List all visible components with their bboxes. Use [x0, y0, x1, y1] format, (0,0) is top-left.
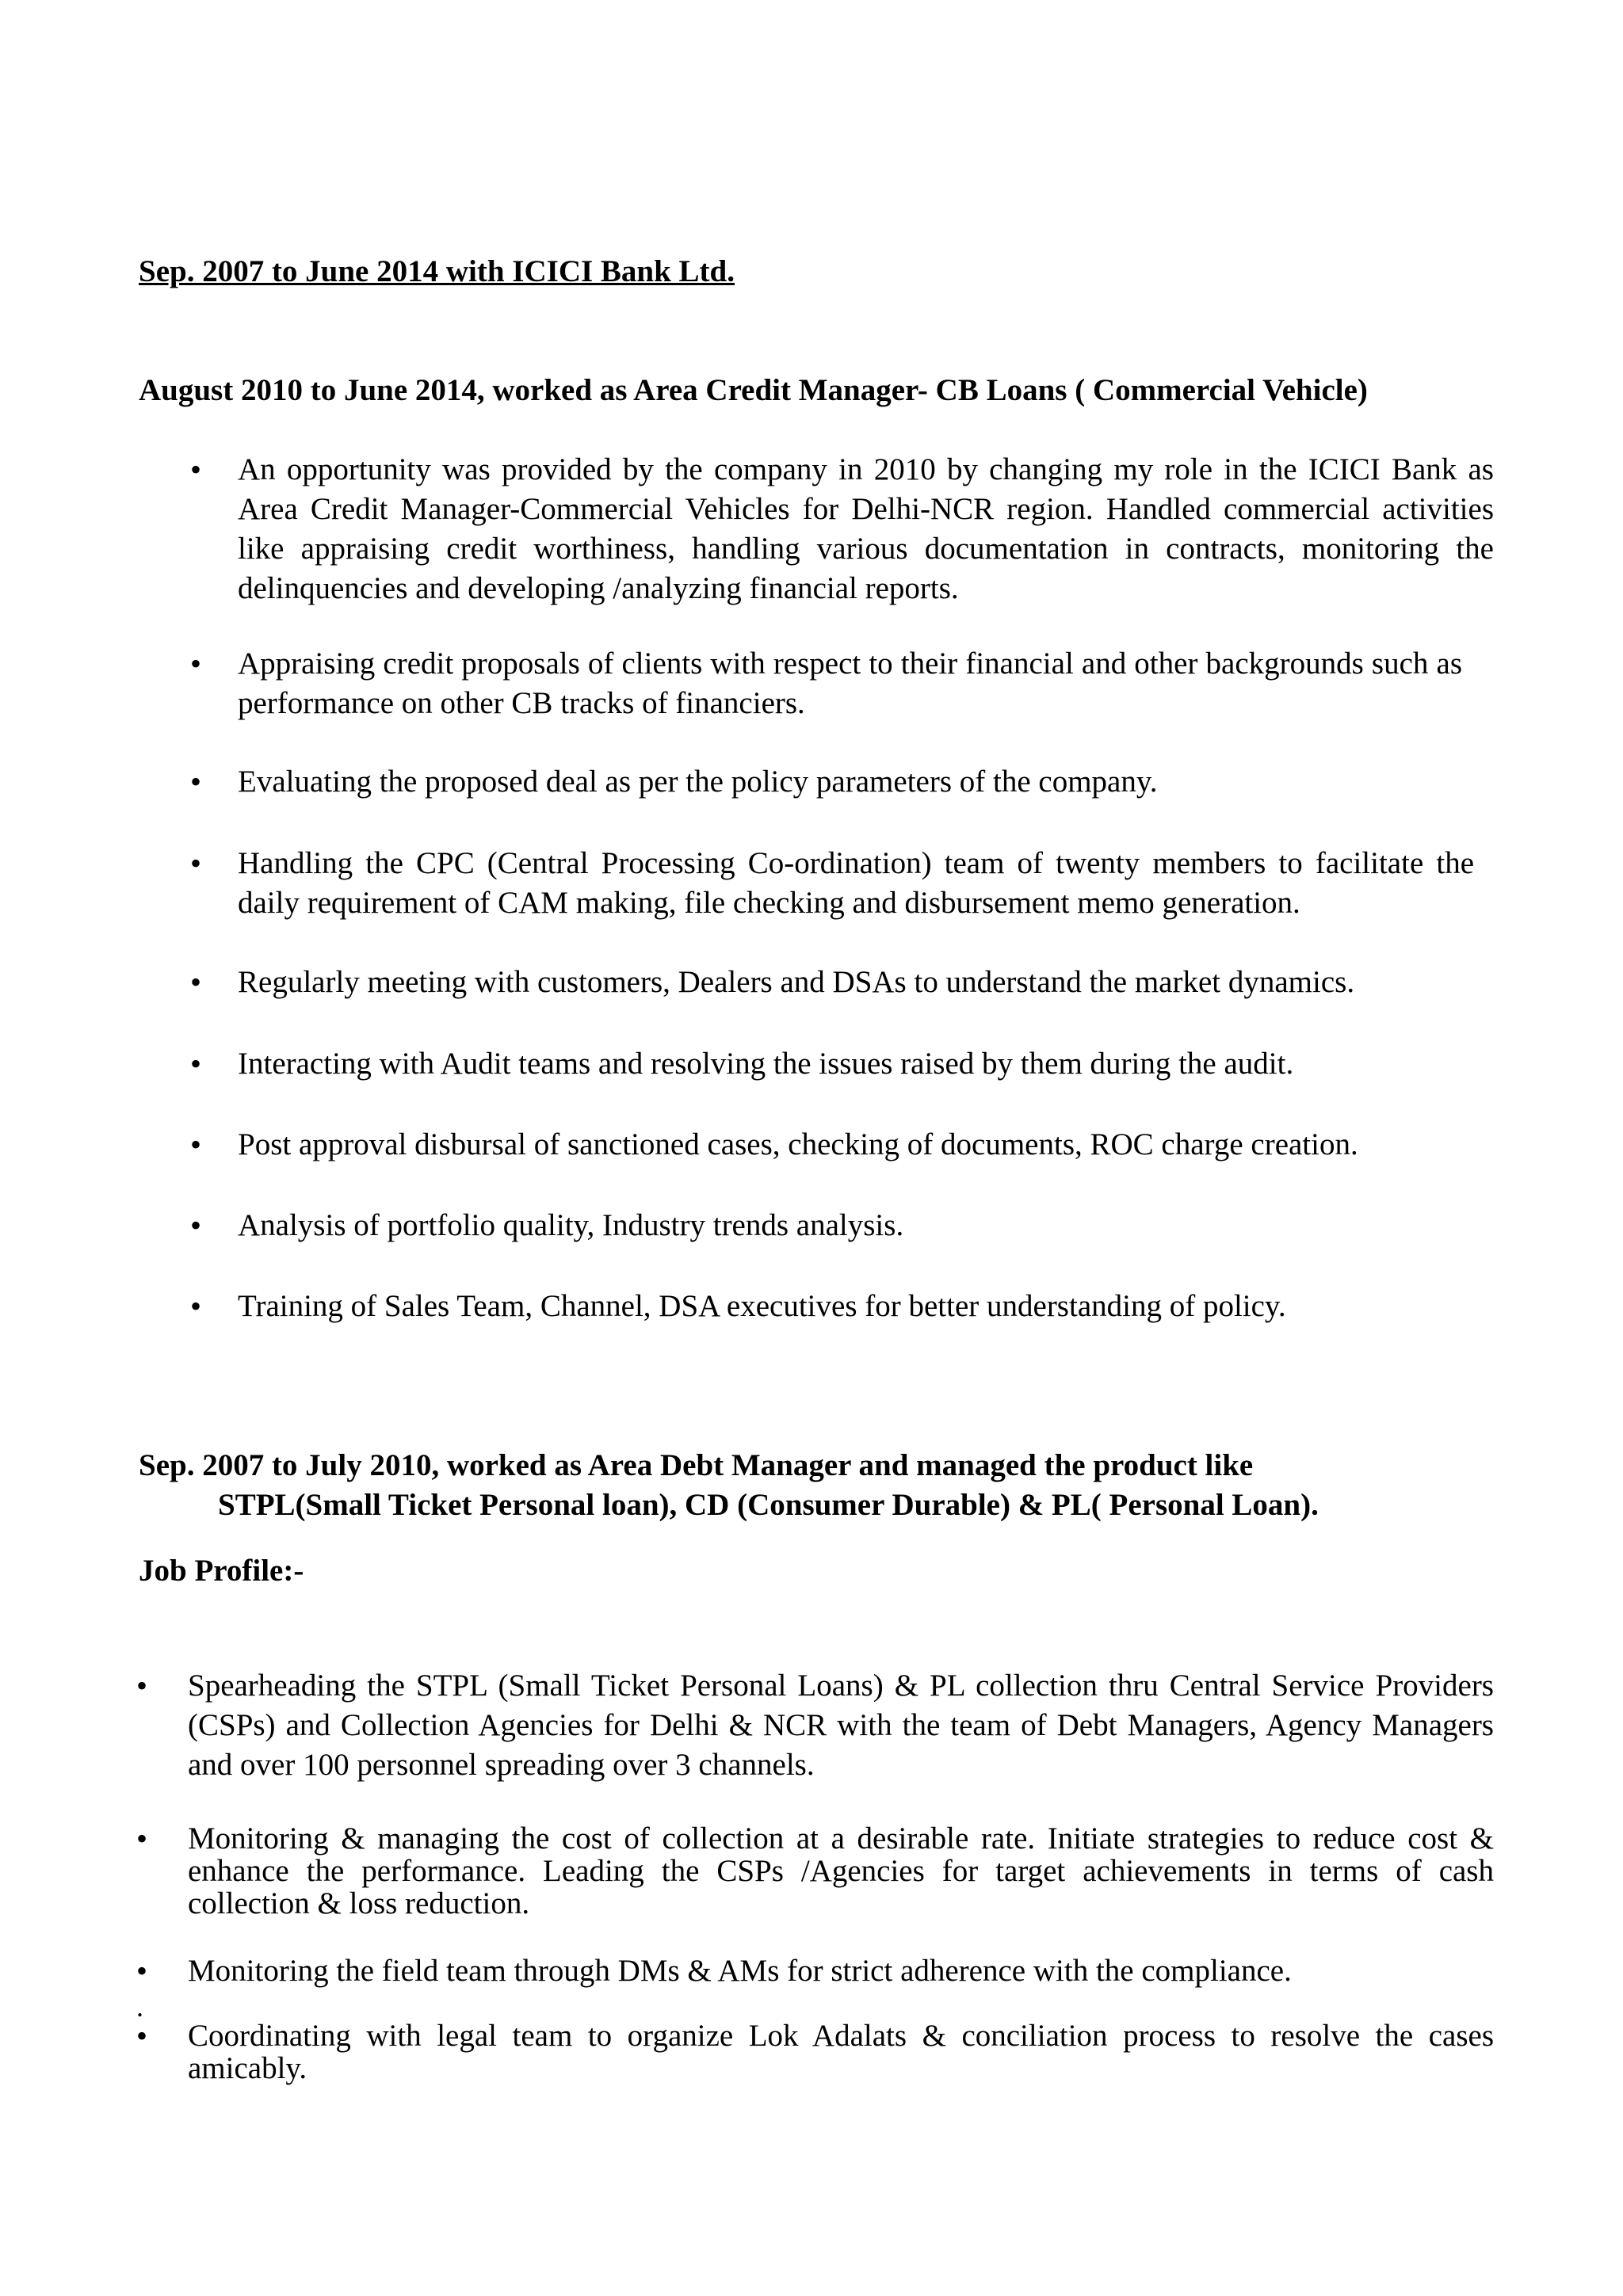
- bullet-icon: •: [136, 1821, 148, 1856]
- bullet-icon: •: [190, 1207, 202, 1243]
- bullet-icon: •: [190, 964, 202, 1000]
- bullet-icon: •: [190, 845, 202, 881]
- section-title: Sep. 2007 to June 2014 with ICICI Bank Ltd.: [139, 254, 735, 288]
- bullet-icon: •: [190, 764, 202, 799]
- bullet-icon: •: [190, 1046, 202, 1081]
- bullet-text: Monitoring the field team through DMs & AMs for strict adherence with the compliance.: [188, 1954, 1292, 1988]
- bullet-text: An opportunity was provided by the company in 2010 by changing my role in the ICICI Bank as Area Credit Manager-Commercial Vehicles for Delhi-NCR region. Handled commercial activities like appraising credit worthiness, handling various documentation in contracts, monitoring the delinquencies and developing /analyzing financial reports.: [238, 452, 1494, 605]
- bullet-text: Coordinating with legal team to organize Lok Adalats & conciliation process to resolve the cases amicably.: [188, 2019, 1494, 2085]
- bullet-text: Evaluating the proposed deal as per the policy parameters of the company.: [238, 765, 1158, 799]
- bullet-text: Appraising credit proposals of clients with respect to their financial and other backgrounds such as performance on other CB tracks of financiers.: [238, 646, 1462, 720]
- bullet-icon: •: [190, 646, 202, 681]
- bullet-icon: •: [190, 1288, 202, 1324]
- bullet-text: Interacting with Audit teams and resolving the issues raised by them during the audit.: [238, 1047, 1294, 1081]
- bullet-icon: •: [136, 1953, 148, 1989]
- bullet-text: Spearheading the STPL (Small Ticket Personal Loans) & PL collection thru Central Service Providers (CSPs) and Collection Agencies for Delhi & NCR with the team of Debt Managers, Agency Managers and over 100 personnel spreading over 3 channels.: [188, 1669, 1494, 1782]
- bullet-icon: •: [136, 2018, 148, 2054]
- bullet-icon: •: [136, 1668, 148, 1703]
- role-title-line-2: STPL(Small Ticket Personal loan), CD (Consumer Durable) & PL( Personal Loan).: [218, 1488, 1319, 1522]
- bullet-icon: •: [190, 452, 202, 487]
- stray-period-mark: .: [136, 1991, 143, 2023]
- bullet-text: Handling the CPC (Central Processing Co-ordination) team of twenty members to facilitate the daily requirement of CAM making, file checking and disbursement memo generation.: [238, 846, 1474, 920]
- role-title-area-debt-manager: [139, 1446, 1494, 1525]
- job-profile-heading: Job Profile:-: [139, 1554, 304, 1588]
- bullet-text: Monitoring & managing the cost of collection at a desirable rate. Initiate strategies to reduce cost & enhance the performance. Leading the CSPs /Agencies for target achievements in terms of cash collection & loss reduction.: [188, 1821, 1494, 1920]
- bullet-text: Analysis of portfolio quality, Industry trends analysis.: [238, 1208, 904, 1242]
- bullet-text: Post approval disbursal of sanctioned cases, checking of documents, ROC charge creation.: [238, 1127, 1358, 1161]
- bullet-text: Training of Sales Team, Channel, DSA executives for better understanding of policy.: [238, 1289, 1286, 1323]
- bullet-icon: •: [190, 1127, 202, 1162]
- role-title-line-1: Sep. 2007 to July 2010, worked as Area Debt Manager and managed the product like: [139, 1448, 1254, 1482]
- bullet-text: Regularly meeting with customers, Dealers and DSAs to understand the market dynamics.: [238, 965, 1355, 999]
- role-title-area-credit-manager: August 2010 to June 2014, worked as Area Credit Manager- CB Loans ( Commercial Vehicle): [139, 373, 1368, 407]
